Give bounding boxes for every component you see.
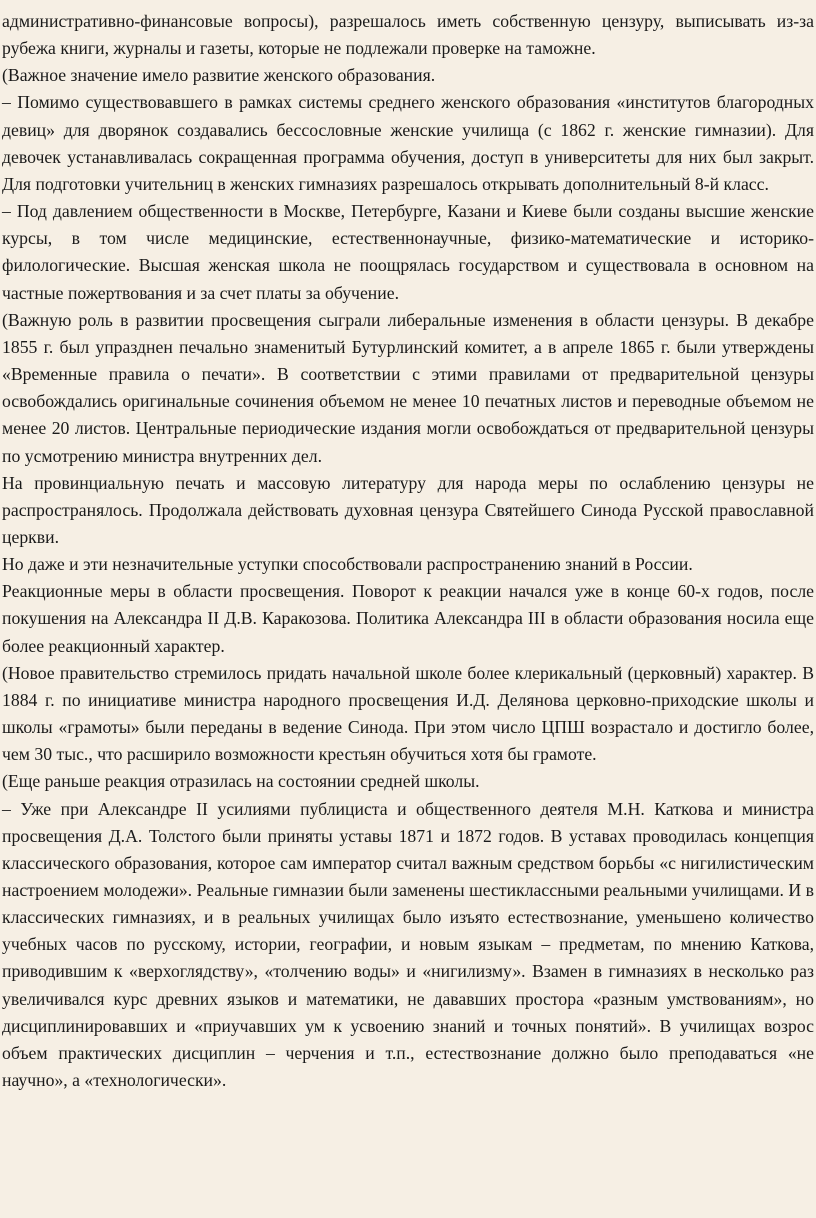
paragraph-provincial-press: На провинциальную печать и массовую литературу для народа меры по ослаблению цензуры не распространялось. Продолжала действовать духовная цензура Святейшего Синода Русской православной церкви. (2, 472, 814, 547)
paragraph-womens-education-intro: (Важное значение имело развитие женского образования. (2, 65, 436, 86)
paragraph-parish-schools: (Новое правительство стремилось придать начальной школе более клерикальный (церковный) характер. В 1884 г. по инициативе министра народного просвещения И.Д. Делянова церковно-приходские школы и школы «грамоты» были переданы в ведение Синода. При этом число ЦПШ возрастало и достигло более, чем 30 тыс., что расширило возможности крестьян обучиться хотя бы грамоте. (2, 662, 814, 765)
paragraph-censorship-reform: (Важную роль в развитии просвещения сыграли либеральные изменения в области цензуры. В декабре 1855 г. был упразднен печально знаменитый Бутурлинский комитет, а в апреле 1865 г. были утверждены «Временные правила о печати». В соответствии с этими правилами от предварительной цензуры освобождались оригинальные сочинения объемом не менее 10 печатных листов и переводные объемом не менее 20 листов. Центральные периодические издания могли освобождаться от предварительной цензуры по усмотрению министра внутренних дел. (2, 309, 814, 466)
paragraph-concessions: Но даже и эти незначительные уступки способствовали распространению знаний в России. (2, 554, 693, 575)
paragraph-secondary-school-intro: (Еще раньше реакция отразилась на состоянии средней школы. (2, 771, 480, 792)
paragraph-school-statutes: – Уже при Александре II усилиями публициста и общественного деятеля М.Н. Каткова и министра просвещения Д.А. Толстого были приняты уставы 1871 и 1872 годов. В уставах проводилась концепция классического образования, которое сам император считал важным средством борьбы «с нигилистическим настроением молодежи». Реальные гимназии были заменены шестиклассными реальными училищами. И в классических гимназиях, и в реальных училищах было изъято естествознание, уменьшено количество учебных часов по русскому, истории, географии, и новым языкам – предметам, по мнению Каткова, приводившим к «верхоглядству», «толчению воды» и «нигилизму». Взамен в гимназиях в несколько раз увеличивался курс древних языков и математики, не дававших простора «разным умствованиям», но дисциплинировавших и «приучавших ум к усвоению знаний и точных понятий». В училищах возрос объем практических дисциплин – черчения и т.п., естествознание должно было преподаваться «не научно», а «технологически». (2, 798, 814, 1091)
paragraph-higher-womens-courses: – Под давлением общественности в Москве, Петербурге, Казани и Киеве были созданы высшие женские курсы, в том числе медицинские, естественнонаучные, физико-математические и историко-филологические. Высшая женская школа не поощрялась государством и существовала в основном на частные пожертвования и за счет платы за обучение. (2, 201, 814, 303)
paragraph-reaction-measures: Реакционные меры в области просвещения. Поворот к реакции начался уже в конце 60-х годов, после покушения на Александра II Д.В. Каракозова. Политика Александра III в области образования носила еще более реакционный характер. (2, 581, 814, 656)
paragraph-censorship-privileges: административно-финансовые вопросы), разрешалось иметь собственную цензуру, выписывать из-за рубежа книги, журналы и газеты, которые не подлежали проверке на таможне. (2, 11, 814, 59)
paragraph-womens-schools: – Помимо существовавшего в рамках системы среднего женского образования «институтов благородных девиц» для дворянок создавались бессословные женские училища (с 1862 г. женские гимназии). Для девочек устанавливалась сокращенная программа обучения, доступ в университеты для них был закрыт. Для подготовки учительниц в женских гимназиях разрешалось открывать дополнительный 8-й класс. (2, 92, 814, 194)
